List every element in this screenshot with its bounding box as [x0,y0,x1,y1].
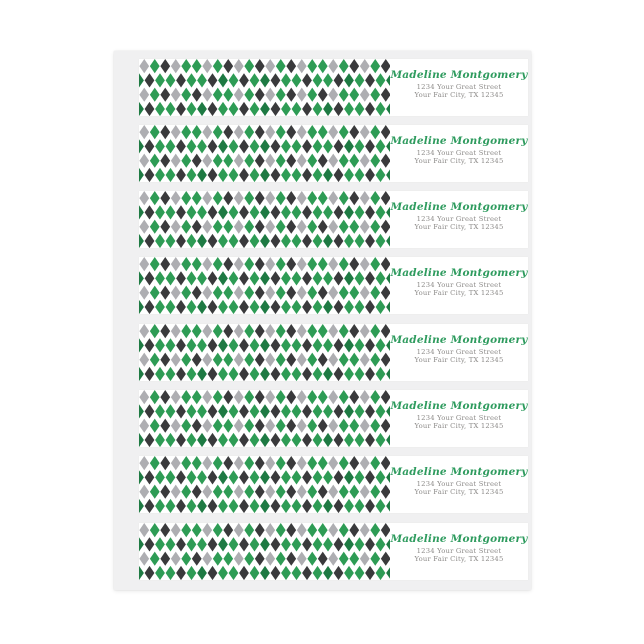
address-line-2: Your Fair City, TX 12345 [414,421,504,430]
address-label [139,59,528,116]
address-label [139,125,528,182]
argyle-pattern [139,456,390,513]
address-text-block [390,390,528,447]
address-line-1: 1234 Your Great Street [416,414,502,422]
address-line-1: 1234 Your Great Street [416,83,502,91]
address-line-2: Your Fair City, TX 12345 [414,355,504,364]
recipient-name: Madeline Montgomery [390,533,528,545]
recipient-name: Madeline Montgomery [390,201,528,213]
address-label [139,456,528,513]
argyle-pattern [139,523,390,580]
address-line-2: Your Fair City, TX 12345 [414,487,504,496]
address-line-1: 1234 Your Great Street [416,281,502,289]
address-text-block [390,125,528,182]
argyle-pattern [139,125,390,182]
address-block [390,548,528,563]
address-block [390,349,528,364]
address-text-block [390,59,528,116]
address-text-block [390,324,528,381]
argyle-pattern [139,390,390,447]
address-text-block [390,191,528,248]
recipient-name: Madeline Montgomery [390,69,528,81]
argyle-pattern [139,191,390,248]
address-line-1: 1234 Your Great Street [416,149,502,157]
argyle-pattern [139,59,390,116]
address-line-2: Your Fair City, TX 12345 [414,222,504,231]
address-label [139,324,528,381]
address-line-1: 1234 Your Great Street [416,348,502,356]
address-line-2: Your Fair City, TX 12345 [414,554,504,563]
address-line-2: Your Fair City, TX 12345 [414,288,504,297]
recipient-name: Madeline Montgomery [390,135,528,147]
address-block [390,282,528,297]
address-line-2: Your Fair City, TX 12345 [414,156,504,165]
address-line-1: 1234 Your Great Street [416,480,502,488]
recipient-name: Madeline Montgomery [390,334,528,346]
address-block [390,216,528,231]
address-line-2: Your Fair City, TX 12345 [414,90,504,99]
argyle-pattern [139,324,390,381]
address-label [139,191,528,248]
address-block [390,481,528,496]
address-line-1: 1234 Your Great Street [416,547,502,555]
address-text-block [390,257,528,314]
address-text-block [390,523,528,580]
address-text-block [390,456,528,513]
recipient-name: Madeline Montgomery [390,466,528,478]
address-block [390,84,528,99]
argyle-pattern [139,257,390,314]
address-label [139,257,528,314]
label-sheet [114,51,531,590]
recipient-name: Madeline Montgomery [390,400,528,412]
recipient-name: Madeline Montgomery [390,267,528,279]
address-block [390,415,528,430]
address-label [139,523,528,580]
address-label [139,390,528,447]
address-line-1: 1234 Your Great Street [416,215,502,223]
address-block [390,150,528,165]
